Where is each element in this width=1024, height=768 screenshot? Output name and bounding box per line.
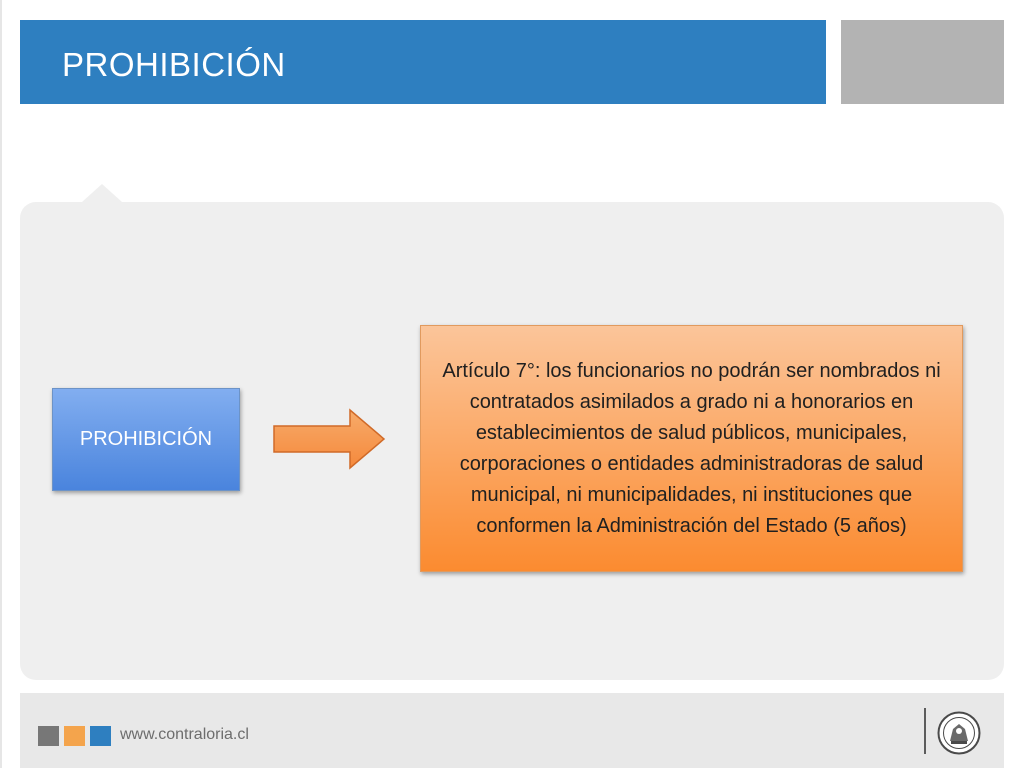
footer-divider: [924, 708, 926, 754]
left-edge-rule: [0, 0, 2, 768]
footer-square-blue: [90, 726, 111, 746]
articulo-7-box: [420, 325, 963, 572]
footer-square-gray: [38, 726, 59, 746]
slide-title: PROHIBICIÓN: [62, 46, 286, 83]
footer-url-link[interactable]: www.contraloria.cl: [120, 726, 249, 743]
contraloria-seal-icon: [937, 711, 981, 755]
title-bar: [20, 20, 826, 104]
header-gray-block: [841, 20, 1004, 104]
articulo-7-text: Artículo 7°: los funcionarios no podrán ser nombrados ni contratados asimilados a grado ni a honorarios en establecimientos de salud públicos, municipales, corporaciones o entidades administradoras de salud municipal, ni municipalidades, ni instituciones que conformen la Administración del Estado (5 años): [442, 359, 941, 537]
prohibicion-box: [52, 388, 240, 491]
footer-square-orange: [64, 726, 85, 746]
right-arrow-icon: [272, 408, 386, 470]
prohibicion-box-label: PROHIBICIÓN: [79, 428, 213, 450]
panel-notch: [82, 184, 122, 202]
